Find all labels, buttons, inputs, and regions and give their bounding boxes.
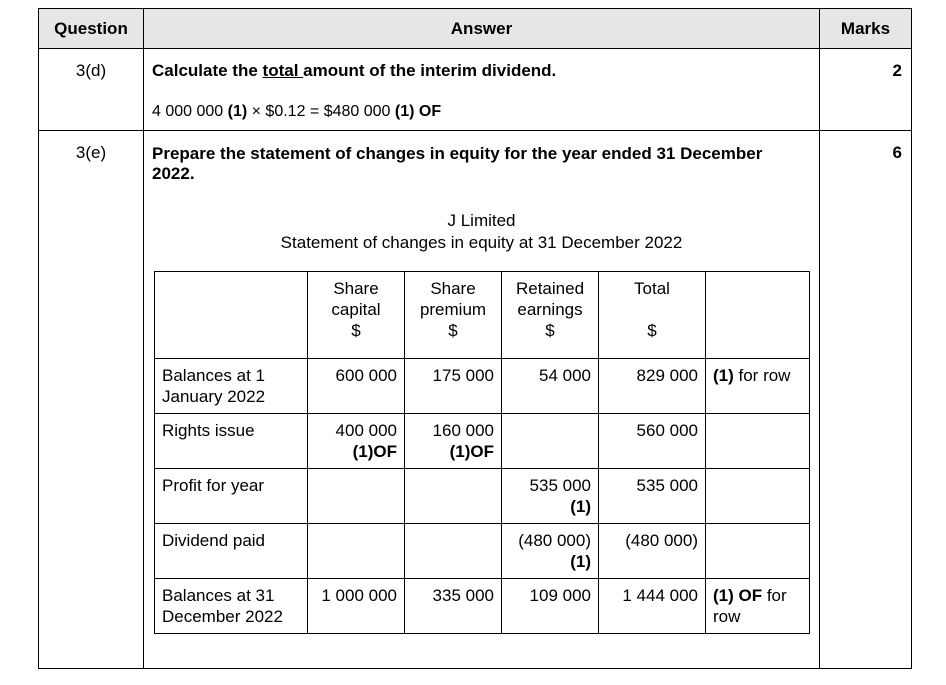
value: 600 000: [335, 366, 397, 385]
value: 175 000: [432, 366, 494, 385]
company-name: J Limited: [447, 211, 516, 230]
column-header: [599, 272, 706, 359]
mark-allocation: (1): [570, 497, 591, 516]
value: 54 000: [539, 366, 591, 385]
mark-scheme-table: [38, 8, 912, 669]
col-line: Total: [634, 279, 670, 298]
col-unit: $: [545, 321, 555, 340]
answer-cell: [144, 49, 820, 131]
row-label: Profit for year: [155, 469, 308, 524]
col-line: premium: [419, 300, 487, 319]
cell: [405, 579, 502, 634]
col-unit: $: [647, 321, 657, 340]
table-row: [155, 579, 810, 634]
column-header: [308, 272, 405, 359]
cell: [502, 579, 599, 634]
header-row: [39, 9, 912, 49]
cell: [308, 524, 405, 579]
value: 160 000: [432, 421, 494, 440]
question-3e-row: [39, 131, 912, 669]
row-mark: [706, 359, 810, 414]
mark-allocation: (1)OF: [449, 442, 494, 461]
prompt-text: Calculate the: [152, 61, 263, 80]
prompt-text: amount of the interim dividend.: [303, 61, 557, 80]
row-mark: [706, 414, 810, 469]
prompt-underlined-text: total: [262, 61, 304, 80]
table-row: [155, 359, 810, 414]
marks-value: 2: [820, 49, 912, 131]
cell: [308, 469, 405, 524]
value: 400 000: [335, 421, 397, 440]
cell: [405, 359, 502, 414]
cell: [405, 469, 502, 524]
col-unit: $: [448, 321, 458, 340]
cell: [502, 469, 599, 524]
question-header: Question: [39, 9, 144, 49]
question-number: 3(e): [39, 131, 144, 669]
total-value: 535 000: [599, 469, 706, 524]
col-line: earnings: [517, 300, 583, 319]
cell: [405, 524, 502, 579]
mark-allocation: (1): [713, 366, 734, 385]
col-line: Share: [333, 279, 379, 298]
statement-title: Statement of changes in equity at 31 December 2022: [280, 233, 683, 252]
cell: [308, 414, 405, 469]
row-label: Balances at 1 January 2022: [155, 359, 308, 414]
equity-statement-table: [154, 271, 810, 634]
col-unit: $: [351, 321, 361, 340]
col-line: Share: [430, 279, 476, 298]
table-row: [155, 524, 810, 579]
row-label: Dividend paid: [155, 524, 308, 579]
column-header: [502, 272, 599, 359]
table-row: [155, 414, 810, 469]
value: 535 000: [529, 476, 591, 495]
row-mark: [706, 469, 810, 524]
mark-note: for row: [713, 586, 787, 626]
cell: [502, 524, 599, 579]
total-value: 829 000: [599, 359, 706, 414]
calc-text: 4 000 000: [152, 103, 228, 120]
row-mark: [706, 579, 810, 634]
question-prompt: Prepare the statement of changes in equity for the year ended 31 December 2022.: [152, 144, 763, 183]
calculation-line: [152, 103, 811, 121]
col-line: [606, 299, 698, 320]
total-value: (480 000): [599, 524, 706, 579]
cell: [405, 414, 502, 469]
marks-value: 6: [820, 131, 912, 669]
question-prompt: [152, 61, 811, 81]
answer-cell: [144, 131, 820, 669]
column-header-row: [155, 272, 810, 359]
mark-allocation: (1) OF: [394, 103, 442, 120]
mark-note: for row: [733, 366, 791, 385]
value: 109 000: [529, 586, 591, 605]
cell: [308, 359, 405, 414]
mark-allocation: (1)OF: [352, 442, 397, 461]
col-line: capital: [331, 300, 381, 319]
total-value: 560 000: [599, 414, 706, 469]
statement-heading: [152, 210, 811, 254]
blank-header-cell: [155, 272, 308, 359]
column-header: [405, 272, 502, 359]
value: 335 000: [432, 586, 494, 605]
mark-allocation: (1): [570, 552, 591, 571]
row-label: Balances at 31 December 2022: [155, 579, 308, 634]
row-label: Rights issue: [155, 414, 308, 469]
answer-header: Answer: [144, 9, 820, 49]
question-3d-row: [39, 49, 912, 131]
cell: [502, 414, 599, 469]
cell: [308, 579, 405, 634]
total-value: 1 444 000: [599, 579, 706, 634]
question-number: 3(d): [39, 49, 144, 131]
value: 1 000 000: [321, 586, 397, 605]
value: (480 000): [518, 531, 591, 550]
mark-allocation: (1) OF: [713, 586, 763, 605]
cell: [502, 359, 599, 414]
blank-header-cell: [706, 272, 810, 359]
table-row: [155, 469, 810, 524]
col-line: Retained: [515, 279, 585, 298]
row-mark: [706, 524, 810, 579]
calc-text: × $0.12 = $480 000: [247, 103, 395, 120]
marks-header: Marks: [820, 9, 912, 49]
mark-allocation: (1): [227, 103, 248, 120]
